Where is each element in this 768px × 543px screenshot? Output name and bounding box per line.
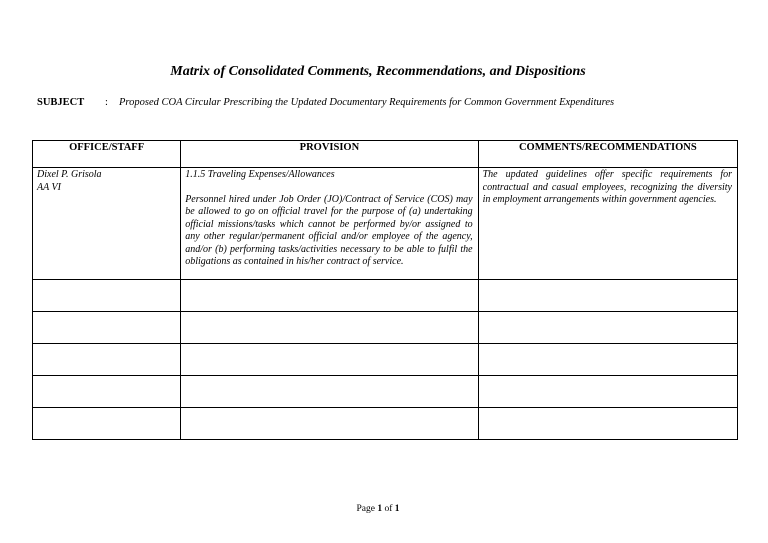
table-row-empty bbox=[33, 344, 738, 376]
office-staff-name: Dixel P. Grisola bbox=[37, 169, 102, 180]
provision-cell bbox=[181, 168, 478, 280]
table-row bbox=[33, 168, 738, 280]
subject-colon: : bbox=[105, 97, 108, 108]
provision-heading: 1.1.5 Traveling Expenses/Allowances bbox=[185, 169, 335, 180]
total-pages-number: 1 bbox=[394, 504, 400, 514]
subject-text: Proposed COA Circular Prescribing the Updated Documentary Requirements for Common Government Expenditures bbox=[119, 97, 615, 108]
office-staff-position: AA VI bbox=[37, 181, 61, 193]
comments-matrix-table bbox=[32, 140, 738, 440]
header-provision: PROVISION bbox=[181, 141, 478, 168]
provision-text: Personnel hired under Job Order (JO)/Contract of Service (COS) may be allowed to go on official travel for the purpose of (a) undertaking official missions/tasks which cannot be performed by/or assigned to any other regular/permanent official and/or employee of the agency, and/or (b) performing tasks/activities necessary to be able to fulfil the obligations as contained in his/her contract of service. bbox=[185, 193, 473, 267]
table-row-empty bbox=[33, 280, 738, 312]
document-title: Matrix of Consolidated Comments, Recommendations, and Dispositions bbox=[170, 64, 586, 79]
current-page-number: 1 bbox=[377, 504, 383, 514]
comment-cell bbox=[478, 168, 737, 280]
table-row-empty bbox=[33, 312, 738, 344]
table-row-empty bbox=[33, 376, 738, 408]
table-header-row bbox=[33, 141, 738, 168]
subject-line bbox=[37, 97, 614, 108]
header-office-staff: OFFICE/STAFF bbox=[33, 141, 181, 168]
page-of-text: of bbox=[384, 504, 393, 514]
page-footer bbox=[0, 504, 756, 514]
comment-text: The updated guidelines offer specific requirements for contractual and casual employees, recognizing the diversity in employment arrangements within government agencies. bbox=[482, 169, 732, 205]
page-prefix: Page bbox=[356, 504, 375, 514]
office-staff-cell bbox=[33, 168, 181, 280]
table-row-empty bbox=[33, 408, 738, 440]
subject-label: SUBJECT bbox=[37, 97, 85, 108]
header-comments-recommendations: COMMENTS/RECOMMENDATIONS bbox=[478, 141, 737, 168]
